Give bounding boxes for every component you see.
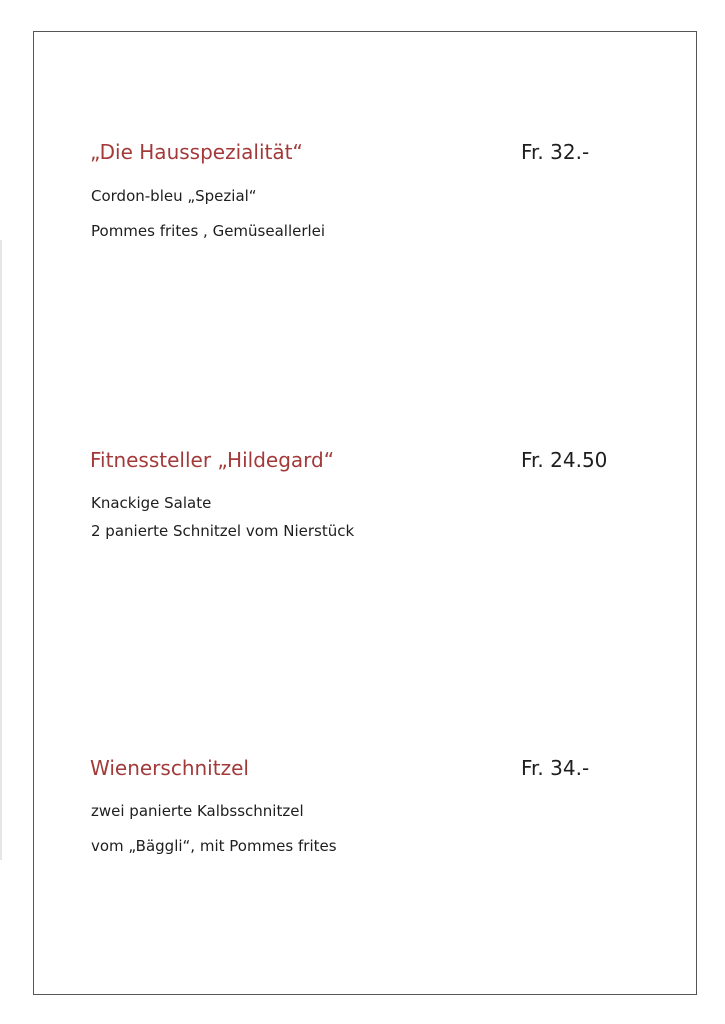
item-description-line: Cordon-bleu „Spezial“: [91, 187, 257, 205]
item-title: Fitnessteller „Hildegard“: [90, 448, 335, 472]
item-title: Wienerschnitzel: [90, 756, 249, 780]
item-description-line: Pommes frites , Gemüseallerlei: [91, 222, 326, 240]
item-description-line: vom „Bäggli“, mit Pommes frites: [91, 837, 337, 855]
item-title: „Die Hausspezialität“: [90, 140, 303, 164]
scan-edge-shadow: [0, 240, 2, 860]
item-price: Fr. 24.50: [521, 448, 608, 472]
item-description-line: 2 panierte Schnitzel vom Nierstück: [91, 522, 355, 540]
menu-page: [33, 31, 697, 995]
item-price: Fr. 34.-: [521, 756, 590, 780]
item-description-line: Knackige Salate: [91, 494, 212, 512]
item-price: Fr. 32.-: [521, 140, 590, 164]
item-description-line: zwei panierte Kalbsschnitzel: [91, 802, 304, 820]
